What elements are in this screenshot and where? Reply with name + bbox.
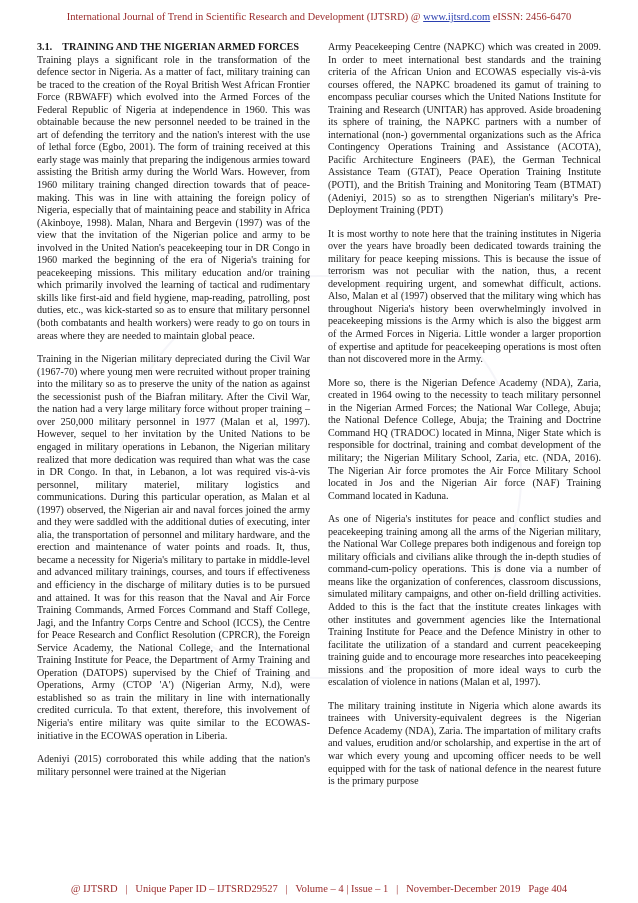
paragraph: As one of Nigeria's institutes for peace and conflict studies and peacekeeping training among all the arms of the Nigerian military, the National War College prepares both indigenous and foreign top military officials and civilians alike through the in-depth studies of command-cum-policy operations. This is done via a number of means like the organization of conferences, classroom discussions, simulated military campaigns, and other on-field drilling activities. Added to this is the fact that the institute creates linkages with other institutes and government agencies like the International Training Institute for Peace and the Defence Ministry in other to facilitate the utilization of a standard and current peacekeeping training guide and to encourage more researches into peacekeeping missions and the proposition of more ideal ways to curb the escalation of violence in nations (Malan et al, 1997). (328, 514, 601, 689)
paragraph: Training plays a significant role in the transformation of the defence sector in Nigeria. As a matter of fact, military training can be traced to the creation of the Royal British West African Frontier Force (RBWAFF) which evolved into the Armed Forces of the Federal Republic of Nigeria at independence in 1960. This was obtainable because the new personnel needed to be trained in the art of defending the territory and the nation's interest with the use of lethal force (Egbo, 2001). The form of training received at this early stage was mainly that preparing the indigenous armies toward assisting the British army during the World Wars. However, from 1960 military training changed direction towards that of peace-making. This was in line with attaining the foreign policy of Nigeria, especially that of maintaining peace and stability in Africa (Akinboye, 1998). Malan, Nhara and Bergevin (1997) was of the view that the invitation of the Nigerian police and army to be involved in the United Nation's peacekeeping tour in DR Congo in 1960 marked the beginning of the era of Nigeria's training for peacekeeping missions. This military education and/or training which primarily involved the learning of tactical and rudimentary skills like first-aid and field hygiene, map-reading, patrolling, post duties, etc., was kick-started so as to ensure that military personnel (both combatants and health workers) were ready to go on tours in areas where they are needed to maintain global peace. (37, 54, 310, 342)
page-footer: @ IJTSRD | Unique Paper ID – IJTSRD29527 | Volume – 4 | Issue – 1 | November-December 2019 Page 404 (70, 884, 568, 895)
section-heading: 3.1. TRAINING AND THE NIGERIAN ARMED FORCES (37, 42, 300, 53)
right-column (328, 42, 601, 800)
journal-issn: eISSN: 2456-6470 (490, 12, 572, 23)
paragraph: Training in the Nigerian military depreciated during the Civil War (1967-70) where young men were recruited without proper training into the military so as to preserve the unity of the nation as against the secessionist push of the Biafran military. After the Civil War, the nation had a very large military force without proper training – over 250,000 military personnel in 1977 (Malan et al, 1997). However, sequel to her invitation by the United Nations to be engaged in military operations in Lebanon, the Nigerian military realized that more dedication was required than what was the case in DR Congo. In that, in Lebanon, a lot was required vis-à-vis personnel, military materiel, military logistics and communications. During this particular operation, as Malan et al (1997) observed, the Nigerian air and naval forces joined the army and they were saddled with the additional duties of executing, inter alia, the transportation of personnel and military hardware, and the erection and maintenance of water points and roads. It, thus, became a necessity for Nigeria's military to partake in middle-level and advanced military trainings, courses, and tours if effectiveness and efficiency in the discharge of military duties is to be pursued and attained. It was for this reason that the Naval and Air Force Training Commands, Armed Forces Command and Staff College, Jagi, and the Infantry Corps Centre and School (ICCS), the Centre for Peace Research and Conflict Resolution (CPRCR), the Foreign Service Academy, the National College, and the International Training Institute for Peace, the Department of Army Training and Operation (DATOPS) supervised by the Chief of Training and Operations, Army (CTOP 'A') (Nigerian Army, N.d), were established so as train the military in line with internationally credited curricula. To that extent, therefore, this involvement of Nigeria's entire military was quite similar to the ECOWAS-initiative in the ECOWAS operation in Liberia. (37, 354, 310, 742)
journal-header (0, 12, 638, 23)
paragraph: Army Peacekeeping Centre (NAPKC) which was created in 2009. In order to meet international best standards and the training criteria of the African Union and ECOWAS especially vis-à-vis courses offered, the NAPKC broadened its gamut of training to encompass peculiar courses which the United Nations Institute for Training and Research (UNITAR) has approved. Aside broadening its sphere of training, the NAPKC partners with a number of international (non-) governmental organizations such as the Africa Contingency Operations Training and Assistance (ACOTA), Pacific Architecture Engineers (PAE), the German Technical Assistance Team (GTAT), Peace Operation Training Institute (POTI), and the British Training and Monitoring Team (BTMAT) (Adeniyi, 2015) so as to strengthen Nigerian's military's Pre-Deployment Training (PDT) (328, 42, 601, 217)
journal-site-link[interactable]: www.ijtsrd.com (423, 12, 491, 23)
journal-title: International Journal of Trend in Scientific Research and Development (IJTSRD) @ (66, 12, 424, 23)
paragraph: Adeniyi (2015) corroborated this while adding that the nation's military personnel were trained at the Nigerian (37, 754, 310, 778)
paragraph: More so, there is the Nigerian Defence Academy (NDA), Zaria, created in 1964 owing to the necessity to teach military personnel in the Nigerian Armed Forces; the National War College, Abuja; the National Defence College, Abuja; the Training and Doctrine Command HQ (TRADOC) located in Minna, Niger State which is responsible for doctrinal, training and combat development of the military; the Nigerian Military School, Zaria, etc. (NDA, 2016). The Nigerian Air force promotes the Air Force Military School located in Jos and the Nigerian Air force (NAF) Training Command located in Kaduna. (328, 377, 601, 502)
paragraph: It is most worthy to note here that the training institutes in Nigeria over the years have broadly been dedicated towards training the military for peace keeping missions. This is because the issue of terrorism was not peculiar with the nation, thus, a recent development requiring urgent, and somewhat difficult, actions. Also, Malan et al (1997) observed that the military wing which has throughout Nigeria's history been overwhelmingly involved in peacekeeping missions is the Army which is also the biggest arm of the Armed Forces in Nigeria. Little wonder a larger proportion of expertise and aptitude for peacekeeping operations is most often than not discovered more in the Army. (328, 228, 601, 366)
paragraph: The military training institute in Nigeria which alone awards its trainees with University-equivalent degrees is the Nigerian Defence Academy (NDA), Zaria. The impartation of military crafts and values, erudition and/or scholarship, and expertise in the art of war which every young and upcoming officer needs to be well equipped with for the task of national defence in the nearest future is the primary purpose (328, 700, 601, 788)
left-column (37, 42, 310, 790)
